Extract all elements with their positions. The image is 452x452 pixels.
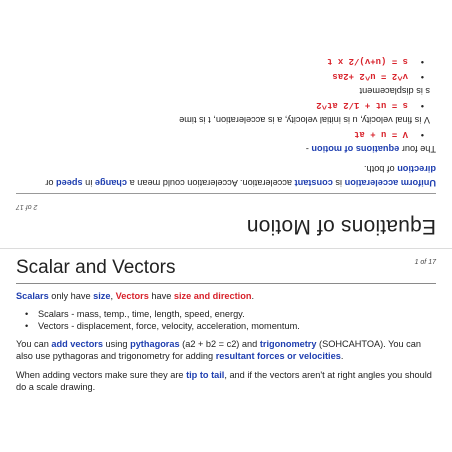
p2-text-3: (a2 + b2 = c2) and [179, 339, 260, 350]
equation-s-ut: s = ut + 1/2 at^2 [316, 100, 408, 110]
page-title: Scalar and Vectors [16, 257, 176, 278]
p1-text-1: only have [48, 291, 94, 301]
slide-header [16, 255, 436, 284]
equation-item [16, 98, 436, 113]
list-item [16, 321, 436, 333]
variable-legend: V is final velocity, u is initial velocity, a is acceleration, t is time [179, 115, 430, 125]
vectors-examples: Vectors - displacement, force, velocity, acceleration, momentum. [38, 320, 300, 331]
tip-to-tail-keyword: tip to tail [186, 369, 225, 380]
scalars-examples: Scalars - mass, temp., time, length, speed, energy. [38, 308, 245, 319]
bullet-dot: • [420, 101, 424, 111]
speed-keyword: speed [56, 178, 83, 188]
equation-item [16, 127, 436, 142]
list-item [16, 309, 436, 321]
uniform-acceleration-keyword: Uniform acceleration [344, 178, 436, 188]
direction-keyword: direction [397, 164, 436, 174]
bullet-dot: • [420, 130, 424, 140]
adding-vectors-paragraph [16, 339, 436, 363]
equations-intro [16, 142, 436, 156]
bullet-dot: • [420, 72, 424, 82]
equation-v2: v^2 = u^2 +2as [332, 71, 408, 81]
pythagoras-keyword: pythagoras [130, 339, 180, 350]
equations-of-motion-keyword: equations of motion [311, 144, 400, 154]
scalars-keyword: Scalars [16, 291, 49, 301]
bullet-dot: • [25, 320, 29, 331]
add-vectors-keyword: add vectors [51, 339, 103, 350]
p1-text-2: , [110, 291, 116, 301]
bullet-dot: • [420, 57, 424, 67]
p1-text-3: have [148, 291, 174, 301]
intro-text-pre: The four [399, 144, 436, 154]
tip-to-tail-paragraph [16, 370, 436, 394]
equation-item [16, 69, 436, 84]
ua-text-3: in [82, 178, 95, 188]
equations-list-3 [16, 54, 436, 84]
equations-list [16, 127, 436, 142]
previous-page-title: Equations of Motion [246, 215, 436, 238]
previous-page-number: 2 of 17 [16, 203, 38, 210]
ua-text-4: or [45, 178, 57, 188]
previous-page-header [16, 193, 436, 248]
slide-page [0, 249, 452, 452]
size-keyword: size [93, 291, 111, 301]
resultant-keyword: resultant forces or velocities [215, 351, 341, 362]
page-number: 1 of 17 [414, 259, 436, 266]
p2-text-2: using [103, 339, 131, 350]
p2-text-1: You can [16, 339, 52, 350]
constant-keyword: constant [294, 178, 333, 188]
p3-text-2: , and if the vectors aren't at right angles you should do a scale drawing. [16, 369, 432, 392]
uniform-acceleration-paragraph [16, 162, 436, 190]
p3-text-1: When adding vectors make sure they are [16, 369, 187, 380]
slide-content [16, 291, 436, 401]
p2-text-4: (SOHCAHTOA). You can also use pythagoras and trigonometry for adding [16, 339, 421, 362]
vectors-keyword: Vectors [115, 291, 149, 301]
equations-list-2 [16, 98, 436, 113]
size-and-direction-keyword: size and direction [173, 291, 252, 301]
bullet-dot: • [25, 308, 29, 319]
ua-text-5: of both. [364, 164, 398, 174]
p2-text-5: . [340, 351, 344, 362]
ua-text-2: acceleration. Acceleration could mean a [127, 178, 295, 188]
scalars-vectors-paragraph [16, 291, 436, 303]
trigonometry-keyword: trigonometry [259, 339, 317, 350]
intro-text-post: - [305, 144, 312, 154]
equation-item [16, 54, 436, 69]
ua-text-1: is [332, 178, 345, 188]
equation-v-u-at: V = u + at [353, 129, 408, 139]
displacement-legend: s is displacement [359, 86, 430, 96]
change-keyword: change [94, 178, 128, 188]
equation-s-average: s = (u+v)/2 x t [326, 56, 408, 66]
p1-text-4: . [251, 291, 255, 301]
examples-list [16, 309, 436, 333]
previous-page-body [16, 54, 436, 190]
